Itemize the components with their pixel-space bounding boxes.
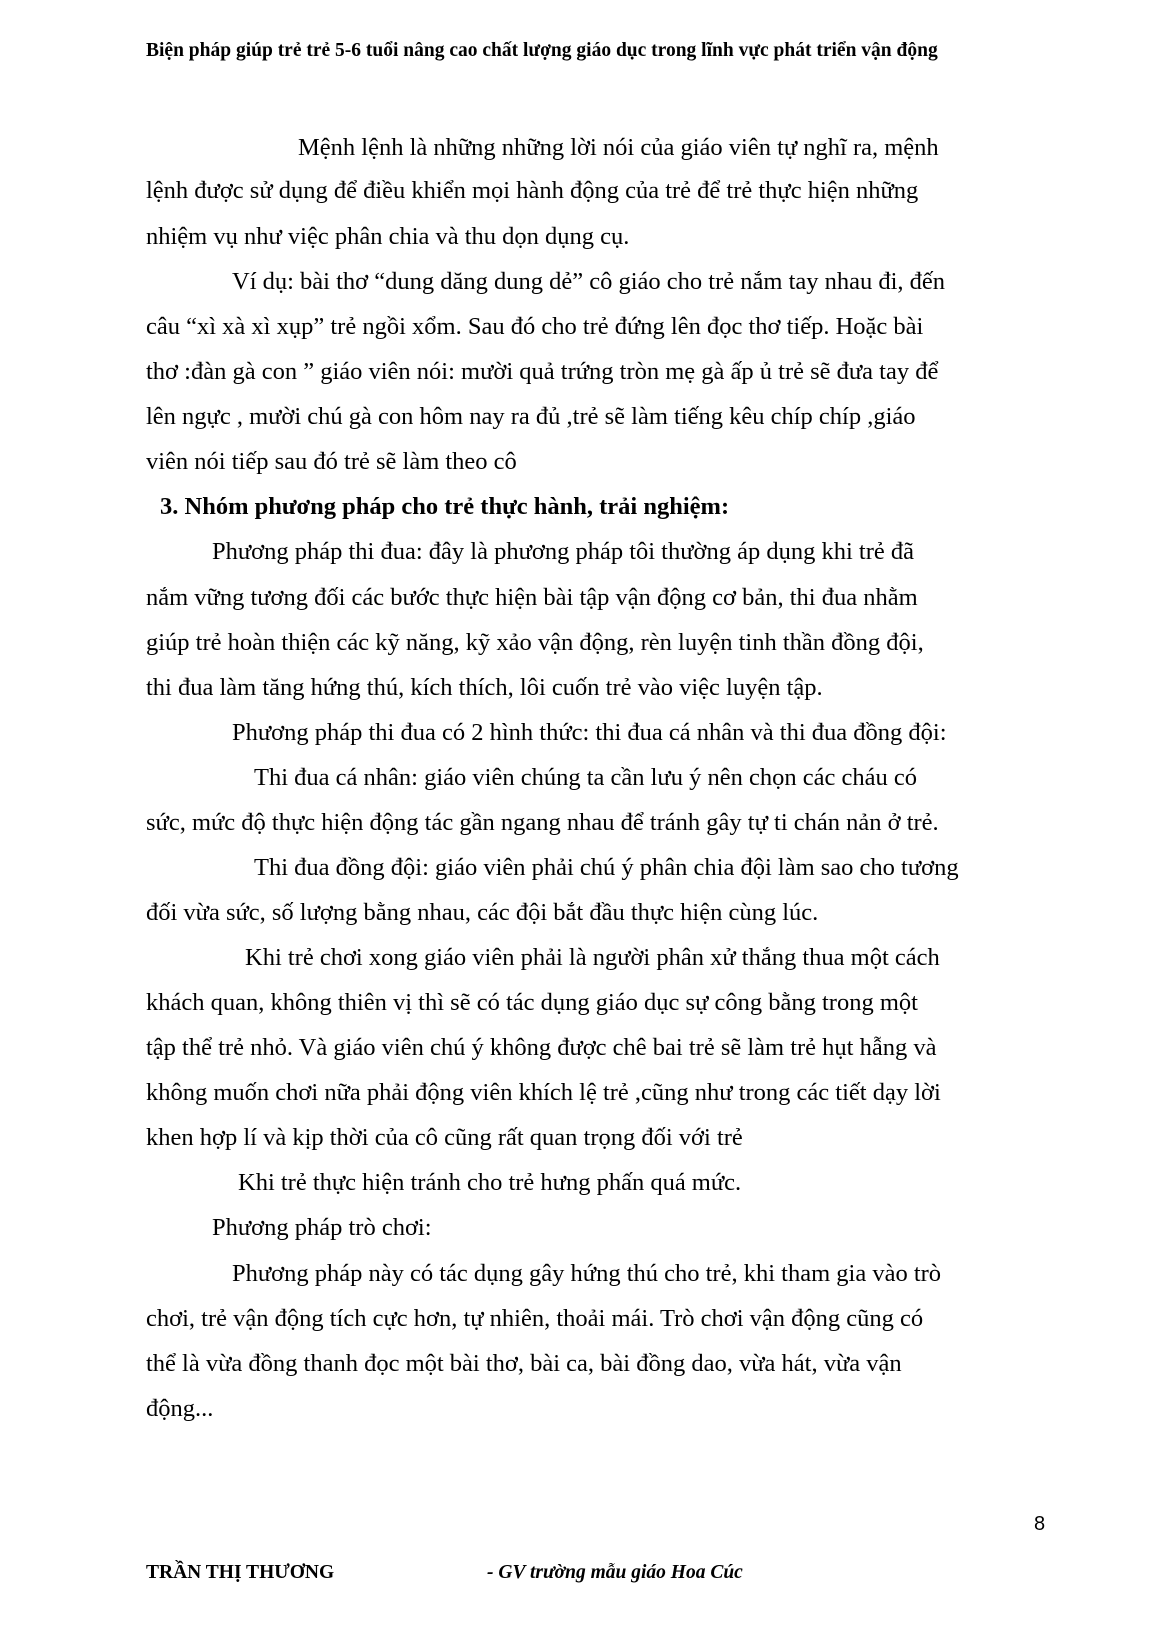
text-line: thơ :đàn gà con ” giáo viên nói: mười quả trứng tròn mẹ gà ấp ủ trẻ sẽ đưa tay để xyxy=(146,358,939,385)
text-line: Phương pháp trò chơi: xyxy=(212,1214,432,1241)
text-line: khách quan, không thiên vị thì sẽ có tác dụng giáo dục sự công bằng trong một xyxy=(146,989,918,1016)
text-line: nắm vững tương đối các bước thực hiện bài tập vận động cơ bản, thi đua nhằm xyxy=(146,584,918,611)
text-line: Thi đua cá nhân: giáo viên chúng ta cần lưu ý nên chọn các cháu có xyxy=(254,764,917,791)
page-number: 8 xyxy=(1034,1513,1046,1535)
text-line: không muốn chơi nữa phải động viên khích lệ trẻ ,cũng như trong các tiết dạy lời xyxy=(146,1079,941,1106)
text-line: Khi trẻ thực hiện tránh cho trẻ hưng phấn quá mức. xyxy=(238,1169,742,1196)
text-line: Phương pháp thi đua: đây là phương pháp tôi thường áp dụng khi trẻ đã xyxy=(212,538,914,565)
text-line: đối vừa sức, số lượng bằng nhau, các đội bắt đầu thực hiện cùng lúc. xyxy=(146,899,819,926)
text-line: nhiệm vụ như việc phân chia và thu dọn dụng cụ. xyxy=(146,223,630,250)
text-line: lệnh được sử dụng để điều khiển mọi hành động của trẻ để trẻ thực hiện những xyxy=(146,177,919,204)
text-line: tập thể trẻ nhỏ. Và giáo viên chú ý không được chê bai trẻ sẽ làm trẻ hụt hẫng và xyxy=(146,1034,937,1061)
text-line: Thi đua đồng đội: giáo viên phải chú ý phân chia đội làm sao cho tương xyxy=(254,854,959,881)
text-line: Mệnh lệnh là những những lời nói của giáo viên tự nghĩ ra, mệnh xyxy=(298,134,939,161)
text-line: khen hợp lí và kịp thời của cô cũng rất quan trọng đối với trẻ xyxy=(146,1124,743,1151)
section-heading: 3. Nhóm phương pháp cho trẻ thực hành, trải nghiệm: xyxy=(160,493,730,520)
text-line: Ví dụ: bài thơ “dung dăng dung dẻ” cô giáo cho trẻ nắm tay nhau đi, đến xyxy=(232,268,946,295)
text-line: sức, mức độ thực hiện động tác gần ngang nhau để tránh gây tự ti chán nản ở trẻ. xyxy=(146,809,939,836)
text-line: viên nói tiếp sau đó trẻ sẽ làm theo cô xyxy=(146,448,517,475)
footer-author: TRẦN THỊ THƯƠNG xyxy=(146,1562,335,1583)
page-header-title: Biện pháp giúp trẻ trẻ 5-6 tuổi nâng cao chất lượng giáo dục trong lĩnh vực phát triển vận động xyxy=(146,40,938,61)
text-line: giúp trẻ hoàn thiện các kỹ năng, kỹ xảo vận động, rèn luyện tinh thần đồng đội, xyxy=(146,629,924,656)
text-line: Phương pháp thi đua có 2 hình thức: thi đua cá nhân và thi đua đồng đội: xyxy=(232,719,947,746)
text-line: lên ngực , mười chú gà con hôm nay ra đủ ,trẻ sẽ làm tiếng kêu chíp chíp ,giáo xyxy=(146,403,916,430)
text-line: thi đua làm tăng hứng thú, kích thích, lôi cuốn trẻ vào việc luyện tập. xyxy=(146,674,823,701)
text-line: Phương pháp này có tác dụng gây hứng thú cho trẻ, khi tham gia vào trò xyxy=(232,1260,942,1287)
text-line: chơi, trẻ vận động tích cực hơn, tự nhiên, thoải mái. Trò chơi vận động cũng có xyxy=(146,1305,924,1332)
text-line: động... xyxy=(146,1395,214,1422)
text-line: thể là vừa đồng thanh đọc một bài thơ, bài ca, bài đồng dao, vừa hát, vừa vận xyxy=(146,1350,902,1377)
footer-school: - GV trường mẫu giáo Hoa Cúc xyxy=(487,1562,743,1583)
text-line: câu “xì xà xì xụp” trẻ ngồi xổm. Sau đó cho trẻ đứng lên đọc thơ tiếp. Hoặc bài xyxy=(146,313,924,340)
text-line: Khi trẻ chơi xong giáo viên phải là người phân xử thắng thua một cách xyxy=(245,944,940,971)
